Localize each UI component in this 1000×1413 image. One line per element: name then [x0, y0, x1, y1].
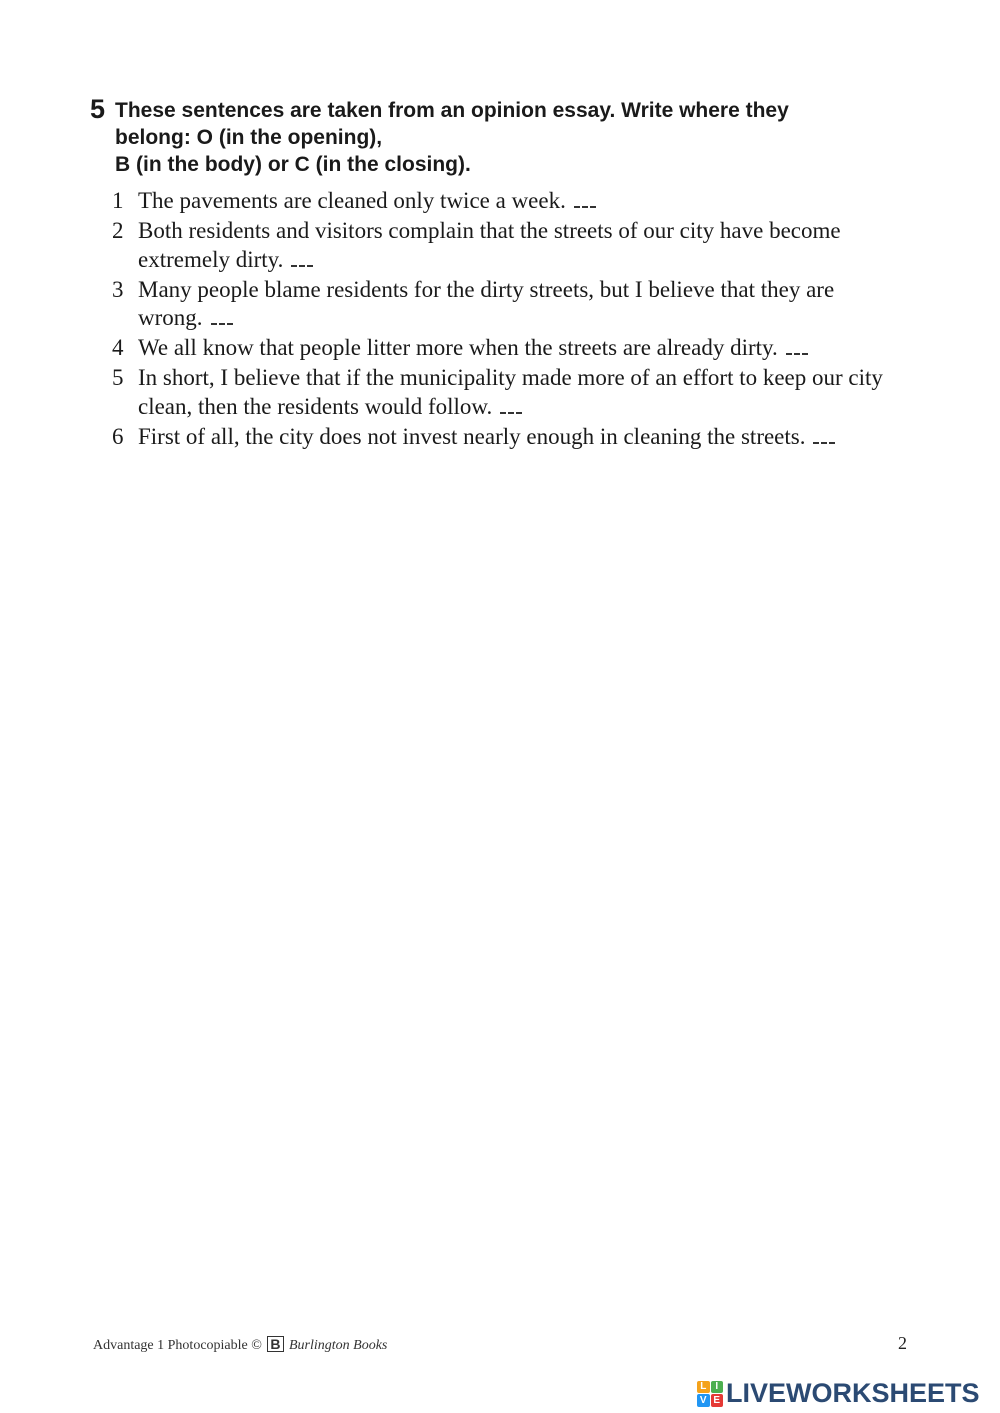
answer-blank[interactable] [291, 249, 313, 267]
liveworksheets-logo-icon [697, 1381, 723, 1407]
answer-blank[interactable] [786, 337, 808, 355]
answer-blank[interactable] [500, 396, 522, 414]
brand-watermark [697, 1378, 980, 1409]
instruction-line: belong: O (in the opening), [115, 126, 383, 149]
item-number: 5 [112, 365, 124, 390]
sentence-list [112, 187, 902, 453]
item-number: 3 [112, 276, 124, 302]
page-number: 2 [898, 1333, 907, 1353]
logo-tile: V [697, 1394, 710, 1407]
instruction-line: These sentences are taken from an opinion essay. Write where they [115, 99, 789, 122]
instruction-line: B (in the body) or C (in the closing). [115, 153, 471, 176]
publisher-name: Burlington Books [289, 1338, 388, 1353]
list-item [112, 423, 902, 452]
list-item [112, 217, 902, 274]
item-text: We all know that people litter more when the streets are already dirty. [138, 335, 778, 360]
item-text: In short, I believe that if the municipality made more of an effort to keep our city clean, then the residents would follow. [138, 365, 883, 419]
footer-text: Advantage 1 Photocopiable © [93, 1338, 262, 1353]
item-number: 6 [112, 423, 124, 449]
publisher-logo-icon: B [267, 1336, 283, 1352]
item-text: Many people blame residents for the dirty streets, but I believe that they are wrong. [138, 276, 835, 330]
item-text: Both residents and visitors complain that the streets of our city have become extremely dirty. [138, 218, 841, 272]
item-number: 4 [112, 335, 124, 360]
answer-blank[interactable] [574, 190, 596, 208]
exercise-instruction [115, 97, 915, 178]
answer-blank[interactable] [211, 307, 233, 325]
brand-name: LIVEWORKSHEETS [726, 1378, 980, 1408]
item-text: The pavements are cleaned only twice a week. [138, 188, 566, 213]
list-item [112, 187, 902, 216]
list-item [112, 364, 902, 421]
list-item [112, 334, 902, 363]
item-number: 2 [112, 218, 124, 243]
logo-tile: I [711, 1381, 724, 1394]
list-item [112, 276, 902, 333]
answer-blank[interactable] [813, 426, 835, 444]
logo-tile: L [697, 1381, 710, 1394]
item-number: 1 [112, 188, 124, 213]
logo-tile: E [711, 1394, 724, 1407]
exercise-number: 5 [90, 94, 106, 124]
item-text: First of all, the city does not invest nearly enough in cleaning the streets. [138, 423, 806, 449]
footer-copyright [93, 1336, 387, 1354]
